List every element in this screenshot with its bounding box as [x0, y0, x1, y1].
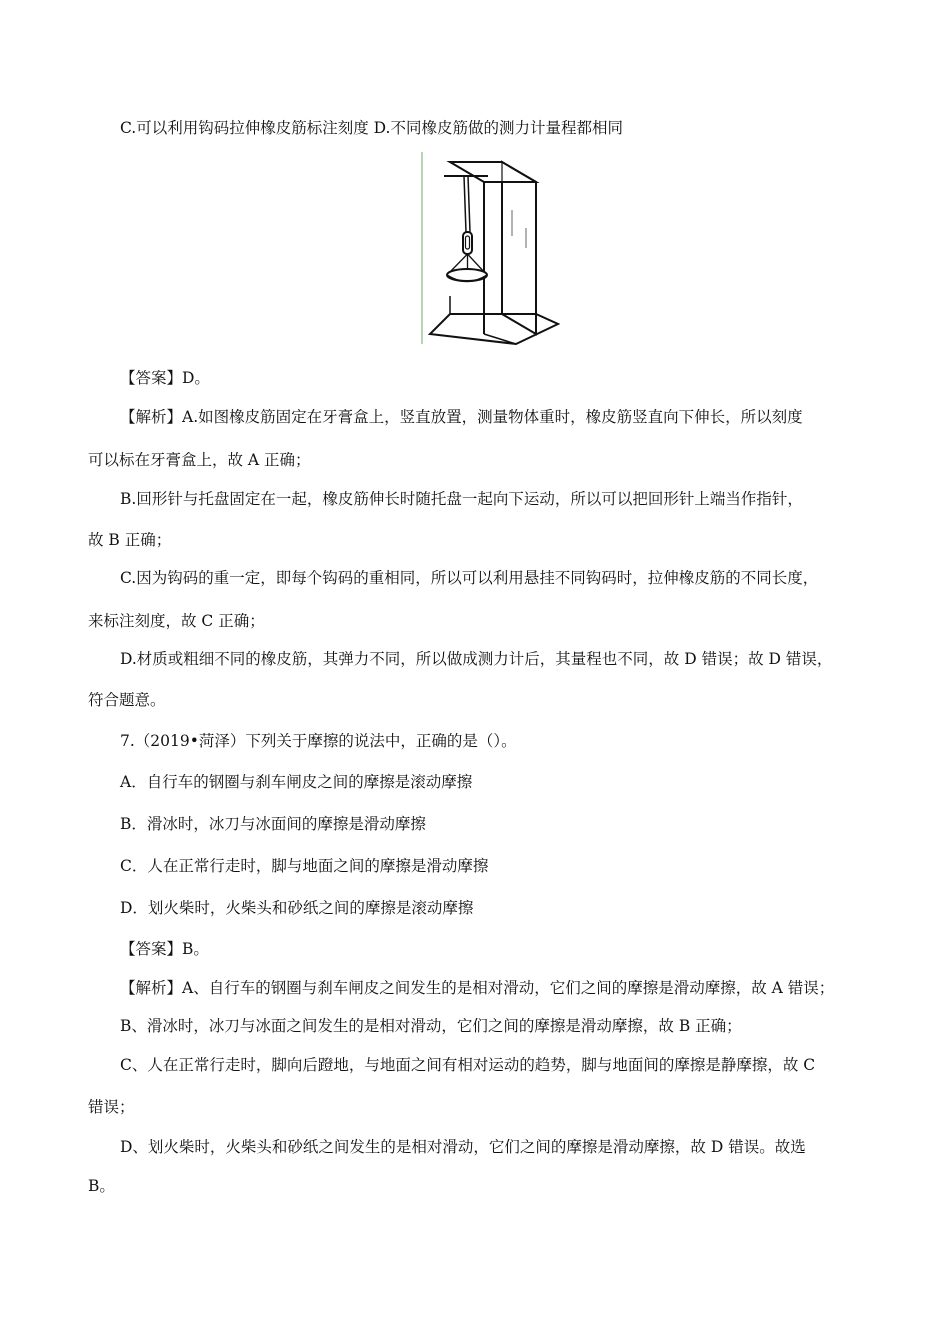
- analysis-7-line-3: C、人在正常行走时，脚向后蹬地，与地面之间有相对运动的趋势，脚与地面间的摩擦是静摩擦，故 C: [120, 1056, 816, 1074]
- analysis-7-line-4: 错误；: [88, 1098, 135, 1116]
- analysis-7-line-1: 【解析】A、自行车的钢圈与刹车闸皮之间发生的是相对滑动，它们之间的摩擦是滑动摩擦，故 A 错误；: [120, 979, 835, 997]
- analysis-1-line-8: 符合题意。: [88, 691, 166, 709]
- question-7-option-b: B．滑冰时，冰刀与冰面间的摩擦是滑动摩擦: [120, 815, 426, 833]
- analysis-1-line-2: 可以标在牙膏盒上，故 A 正确；: [88, 451, 311, 469]
- question-7-option-d: D．划火柴时，火柴头和砂纸之间的摩擦是滚动摩擦: [120, 899, 474, 917]
- analysis-1-line-7: D.材质或粗细不同的橡皮筋，其弹力不同，所以做成测力计后，其量程也不同，故 D 错误；故 D 错误，: [120, 650, 833, 668]
- option-c-d-line: C.可以利用钩码拉伸橡皮筋标注刻度 D.不同橡皮筋做的测力计量程都相同: [120, 119, 623, 137]
- analysis-1-line-5: C.因为钩码的重一定，即每个钩码的重相同，所以可以利用悬挂不同钩码时，拉伸橡皮筋的不同长度，: [120, 569, 819, 587]
- analysis-1-line-3: B.回形针与托盘固定在一起，橡皮筋伸长时随托盘一起向下运动，所以可以把回形针上端当作指针，: [120, 490, 803, 508]
- rubber-band-force-meter-figure: [420, 148, 560, 348]
- analysis-1-line-6: 来标注刻度，故 C 正确；: [88, 612, 265, 630]
- question-7-stem: 7.（2019•菏泽）下列关于摩擦的说法中，正确的是（）。: [120, 732, 517, 750]
- question-7-option-a: A．自行车的钢圈与刹车闸皮之间的摩擦是滚动摩擦: [120, 773, 473, 791]
- question-7-option-c: C．人在正常行走时，脚与地面之间的摩擦是滑动摩擦: [120, 857, 489, 875]
- analysis-1-line-1: 【解析】A.如图橡皮筋固定在牙膏盒上，竖直放置，测量物体重时，橡皮筋竖直向下伸长，所以刻度: [120, 408, 803, 426]
- analysis-1-line-4: 故 B 正确；: [88, 531, 172, 549]
- answer-7: 【答案】B。: [120, 940, 209, 958]
- analysis-7-line-5: D、划火柴时，火柴头和砂纸之间发生的是相对滑动，它们之间的摩擦是滑动摩擦，故 D 错误。故选: [120, 1138, 806, 1156]
- answer-1: 【答案】D。: [120, 369, 210, 387]
- analysis-7-line-6: B。: [88, 1177, 115, 1195]
- analysis-7-line-2: B、滑冰时，冰刀与冰面之间发生的是相对滑动，它们之间的摩擦是滑动摩擦，故 B 正确；: [120, 1017, 742, 1035]
